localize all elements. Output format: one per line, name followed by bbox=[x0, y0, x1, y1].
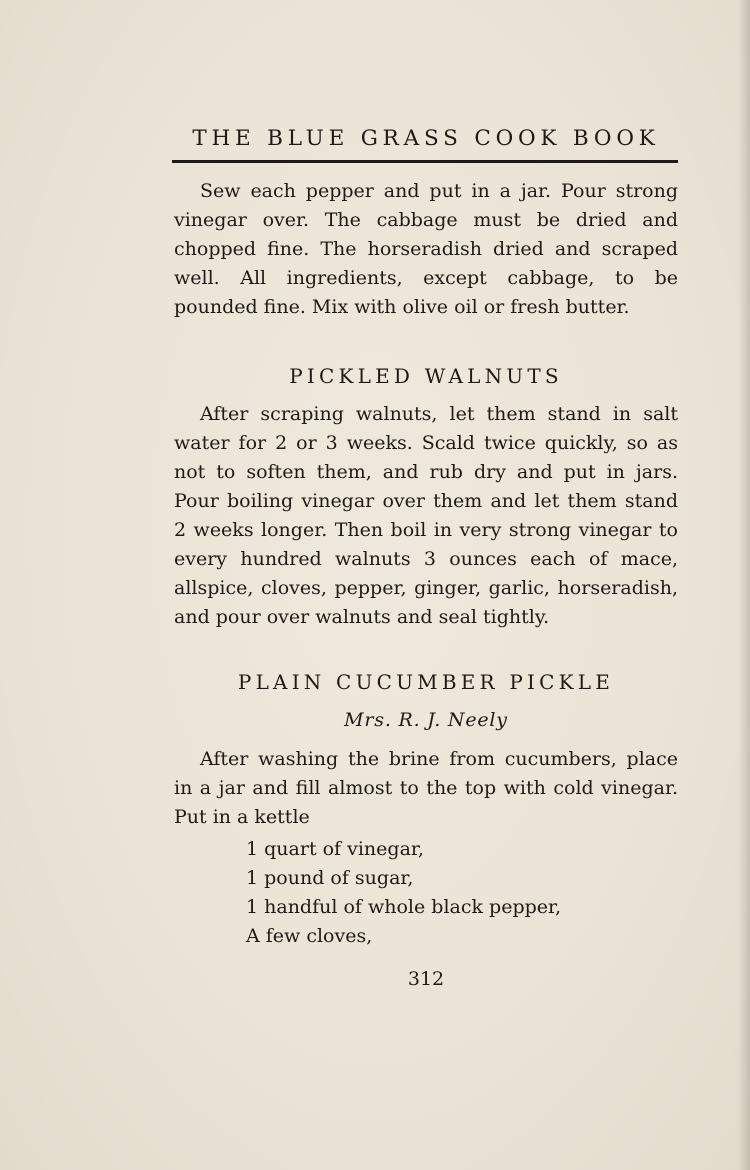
paragraph-pickled-walnuts: After scraping walnuts, let them stand in salt water for 2 or 3 weeks. Scald twice quickly, so as not to soften them, and rub dry and put in jars. Pour boiling vinegar over them and let them stand 2 weeks longer. Then boil in very strong vinegar to every hundred walnuts 3 ounces each of mace, allspice, cloves, pepper, ginger, garlic, horseradish, and pour over walnuts and seal tightly. bbox=[174, 403, 678, 628]
page-edge-shadow bbox=[738, 0, 750, 1170]
page-number: 312 bbox=[407, 968, 445, 990]
ingredient-item: 1 quart of vinegar, bbox=[246, 838, 424, 860]
ingredient-item: A few cloves, bbox=[246, 925, 373, 947]
ingredient-list bbox=[246, 835, 676, 951]
paragraph-continued: Sew each pepper and put in a jar. Pour strong vinegar over. The cabbage must be dried and chopped fine. The horseradish dried and scraped well. All ingredients, except cabbage, to be pounded fine. Mix with olive oil or fresh butter. bbox=[174, 180, 678, 318]
section-heading-pickled-walnuts: PICKLED WALNUTS bbox=[289, 364, 563, 388]
running-head: THE BLUE GRASS COOK BOOK bbox=[192, 126, 660, 151]
recipe-byline: Mrs. R. J. Neely bbox=[344, 709, 508, 731]
paragraph-plain-cucumber-pickle: After washing the brine from cucumbers, place in a jar and fill almost to the top with cold vinegar. Put in a kettle bbox=[174, 748, 678, 828]
ingredient-item: 1 pound of sugar, bbox=[246, 867, 414, 889]
header-rule bbox=[172, 160, 678, 163]
ingredient-item: 1 handful of whole black pepper, bbox=[246, 896, 562, 918]
section-heading-plain-cucumber-pickle: PLAIN CUCUMBER PICKLE bbox=[237, 670, 615, 694]
